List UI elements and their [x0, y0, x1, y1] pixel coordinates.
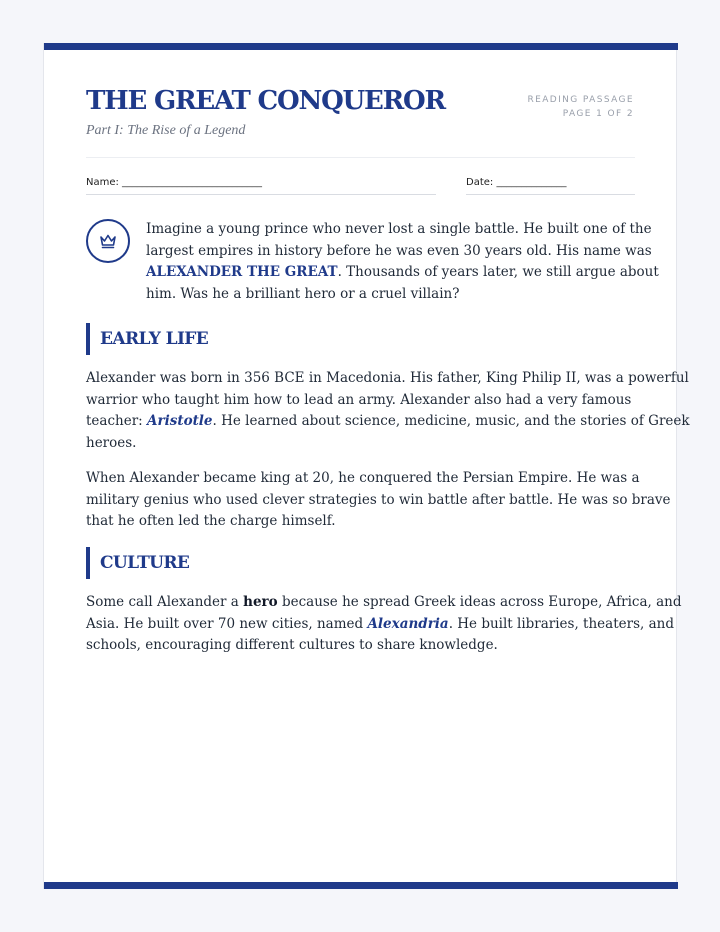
paragraph-line: Alexander was born in 356 BCE in Macedonia. His father, King Philip II, was a powerful: [86, 370, 689, 386]
crown-icon: [86, 219, 130, 263]
early-life-paragraph-2: [86, 468, 671, 533]
worksheet-page: [43, 43, 690, 889]
name-field[interactable]: Name: ____________________________: [86, 177, 436, 195]
paragraph-line: Asia. He built over 70 new cities, named Alexandria. He built libraries, theaters, and: [86, 615, 674, 632]
section-heading-early-life: EARLY LIFE: [86, 323, 208, 355]
intro-line: ALEXANDER THE GREAT. Thousands of years later, we still argue about: [146, 264, 659, 280]
paragraph-line: schools, encouraging different cultures to share knowledge.: [86, 637, 498, 653]
key-term-hero: hero: [243, 594, 278, 610]
doc-type-label: READING PASSAGE: [527, 95, 634, 105]
paragraph-line: that he often led the charge himself.: [86, 513, 336, 529]
intro-line: Imagine a young prince who never lost a single battle. He built one of the: [146, 221, 652, 237]
paragraph-line: When Alexander became king at 20, he conquered the Persian Empire. He was a: [86, 470, 640, 486]
paragraph-line: heroes.: [86, 434, 137, 451]
paragraph-line: teacher: Aristotle. He learned about science, medicine, music, and the stories of Greek: [86, 413, 690, 429]
page-meta: [527, 93, 634, 121]
date-field[interactable]: Date: ______________: [466, 177, 635, 195]
paragraph-line: warrior who taught him how to lead an army. Alexander also had a very famous: [86, 391, 632, 408]
page-number-label: PAGE 1 OF 2: [562, 109, 634, 119]
key-term-alexander: ALEXANDER THE GREAT: [146, 264, 338, 280]
top-accent-bar: [44, 43, 678, 50]
page-title: THE GREAT CONQUEROR: [86, 86, 445, 116]
paragraph-line: military genius who used clever strategies to win battle after battle. He was so brave: [86, 491, 671, 508]
page-subtitle: Part I: The Rise of a Legend: [86, 123, 246, 138]
header-divider: [86, 157, 635, 158]
key-term-alexandria: Alexandria: [367, 615, 449, 632]
bottom-accent-bar: [44, 882, 678, 889]
intro-line: him. Was he a brilliant hero or a cruel villain?: [146, 285, 460, 302]
early-life-paragraph-1: [86, 368, 690, 454]
section-heading-culture: CULTURE: [86, 547, 189, 579]
intro-line: largest empires in history before he was even 30 years old. His name was: [146, 242, 652, 259]
paragraph-line: Some call Alexander a hero because he spread Greek ideas across Europe, Africa, and: [86, 594, 682, 610]
culture-paragraph-1: [86, 592, 682, 657]
intro-paragraph: [146, 219, 659, 305]
key-term-aristotle: Aristotle: [147, 413, 213, 429]
